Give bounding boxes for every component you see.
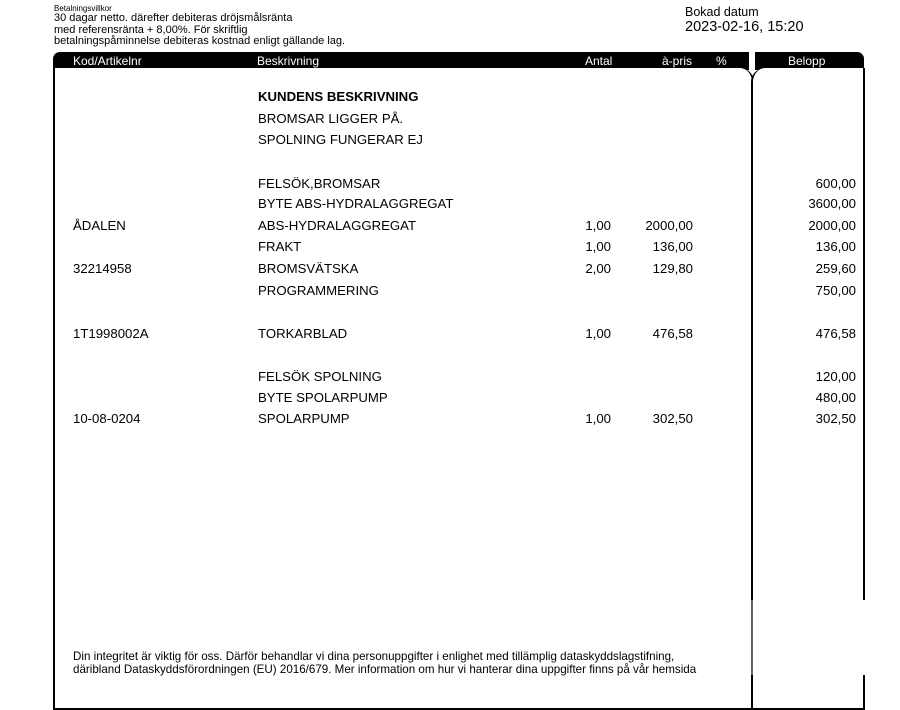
row-price: 476,58: [652, 326, 693, 341]
row-description: SPOLARPUMP: [258, 411, 350, 426]
table-row: [0, 176, 900, 194]
column-header-price: à-pris: [662, 54, 693, 68]
table-row: [0, 283, 900, 301]
row-description: FELSÖK SPOLNING: [258, 369, 382, 384]
column-header-qty: Antal: [585, 54, 613, 68]
row-amount: 750,00: [815, 283, 856, 298]
row-description: BROMSVÄTSKA: [258, 261, 359, 276]
row-amount: 476,58: [815, 326, 856, 341]
payment-terms-text: [54, 13, 394, 48]
table-row: [0, 390, 900, 408]
row-code: 32214958: [73, 261, 132, 276]
privacy-footer-line: Din integritet är viktig för oss. Därför behandlar vi dina personuppgifter i enlighet med tillämplig dataskyddslagstifning,: [73, 650, 675, 663]
column-header-description: Beskrivning: [257, 54, 320, 68]
row-description: FELSÖK,BROMSAR: [258, 176, 381, 191]
row-amount: 259,60: [815, 261, 856, 276]
payment-terms-line: betalningspåminnelse debiteras kostnad enligt gällande lag.: [54, 35, 346, 47]
row-amount: 480,00: [815, 390, 856, 405]
table-row: [0, 261, 900, 279]
invoice-lines-box: [53, 68, 754, 710]
row-amount: 600,00: [815, 176, 856, 191]
row-qty: 1,00: [585, 239, 611, 254]
row-description: KUNDENS BESKRIVNING: [258, 89, 419, 104]
table-row: [0, 111, 900, 129]
row-price: 136,00: [652, 239, 693, 254]
row-description: BYTE SPOLARPUMP: [258, 390, 388, 405]
row-description: SPOLNING FUNGERAR EJ: [258, 132, 423, 147]
column-header-amount: Belopp: [788, 54, 826, 68]
row-price: 2000,00: [645, 218, 693, 233]
privacy-footer-line: däribland Dataskyddsförordningen (EU) 2016/679. Mer information om hur vi hanterar dina uppgifter finns på vår hemsida: [73, 663, 697, 676]
row-qty: 1,00: [585, 326, 611, 341]
row-amount: 302,50: [815, 411, 856, 426]
table-row: [0, 218, 900, 236]
row-code: 10-08-0204: [73, 411, 141, 426]
row-amount: 2000,00: [808, 218, 856, 233]
row-qty: 1,00: [585, 411, 611, 426]
table-row: [0, 196, 900, 214]
row-description: PROGRAMMERING: [258, 283, 379, 298]
row-description: BYTE ABS-HYDRALAGGREGAT: [258, 196, 454, 211]
table-row: [0, 326, 900, 344]
payment-terms-line: 30 dagar netto. därefter debiteras dröjsmålsränta: [54, 12, 293, 24]
row-price: 129,80: [652, 261, 693, 276]
payment-terms-label: Betalningsvillkor: [54, 4, 112, 13]
table-row: [0, 89, 900, 107]
row-description: BROMSAR LIGGER PÅ.: [258, 111, 404, 126]
page-edge-fade: [735, 600, 865, 675]
booked-date-value: 2023-02-16, 15:20: [685, 19, 804, 35]
row-amount: 120,00: [815, 369, 856, 384]
row-code: 1T1998002A: [73, 326, 149, 341]
row-description: FRAKT: [258, 239, 302, 254]
header-column-separator: [749, 52, 755, 70]
row-description: TORKARBLAD: [258, 326, 348, 341]
column-header-percent: %: [716, 54, 727, 68]
booked-date-label: Bokad datum: [685, 5, 759, 19]
row-price: 302,50: [652, 411, 693, 426]
row-qty: 1,00: [585, 218, 611, 233]
table-row: [0, 369, 900, 387]
column-header-code: Kod/Artikelnr: [73, 54, 142, 68]
row-amount: 136,00: [815, 239, 856, 254]
payment-terms-line: med referensränta + 8,00%. För skriftlig: [54, 23, 248, 36]
row-description: ABS-HYDRALAGGREGAT: [258, 218, 417, 233]
row-code: ÅDALEN: [73, 218, 126, 233]
table-row: [0, 132, 900, 150]
table-row: [0, 239, 900, 257]
table-row: [0, 411, 900, 429]
row-amount: 3600,00: [808, 196, 856, 211]
privacy-footer: [73, 650, 773, 676]
row-qty: 2,00: [585, 261, 611, 276]
